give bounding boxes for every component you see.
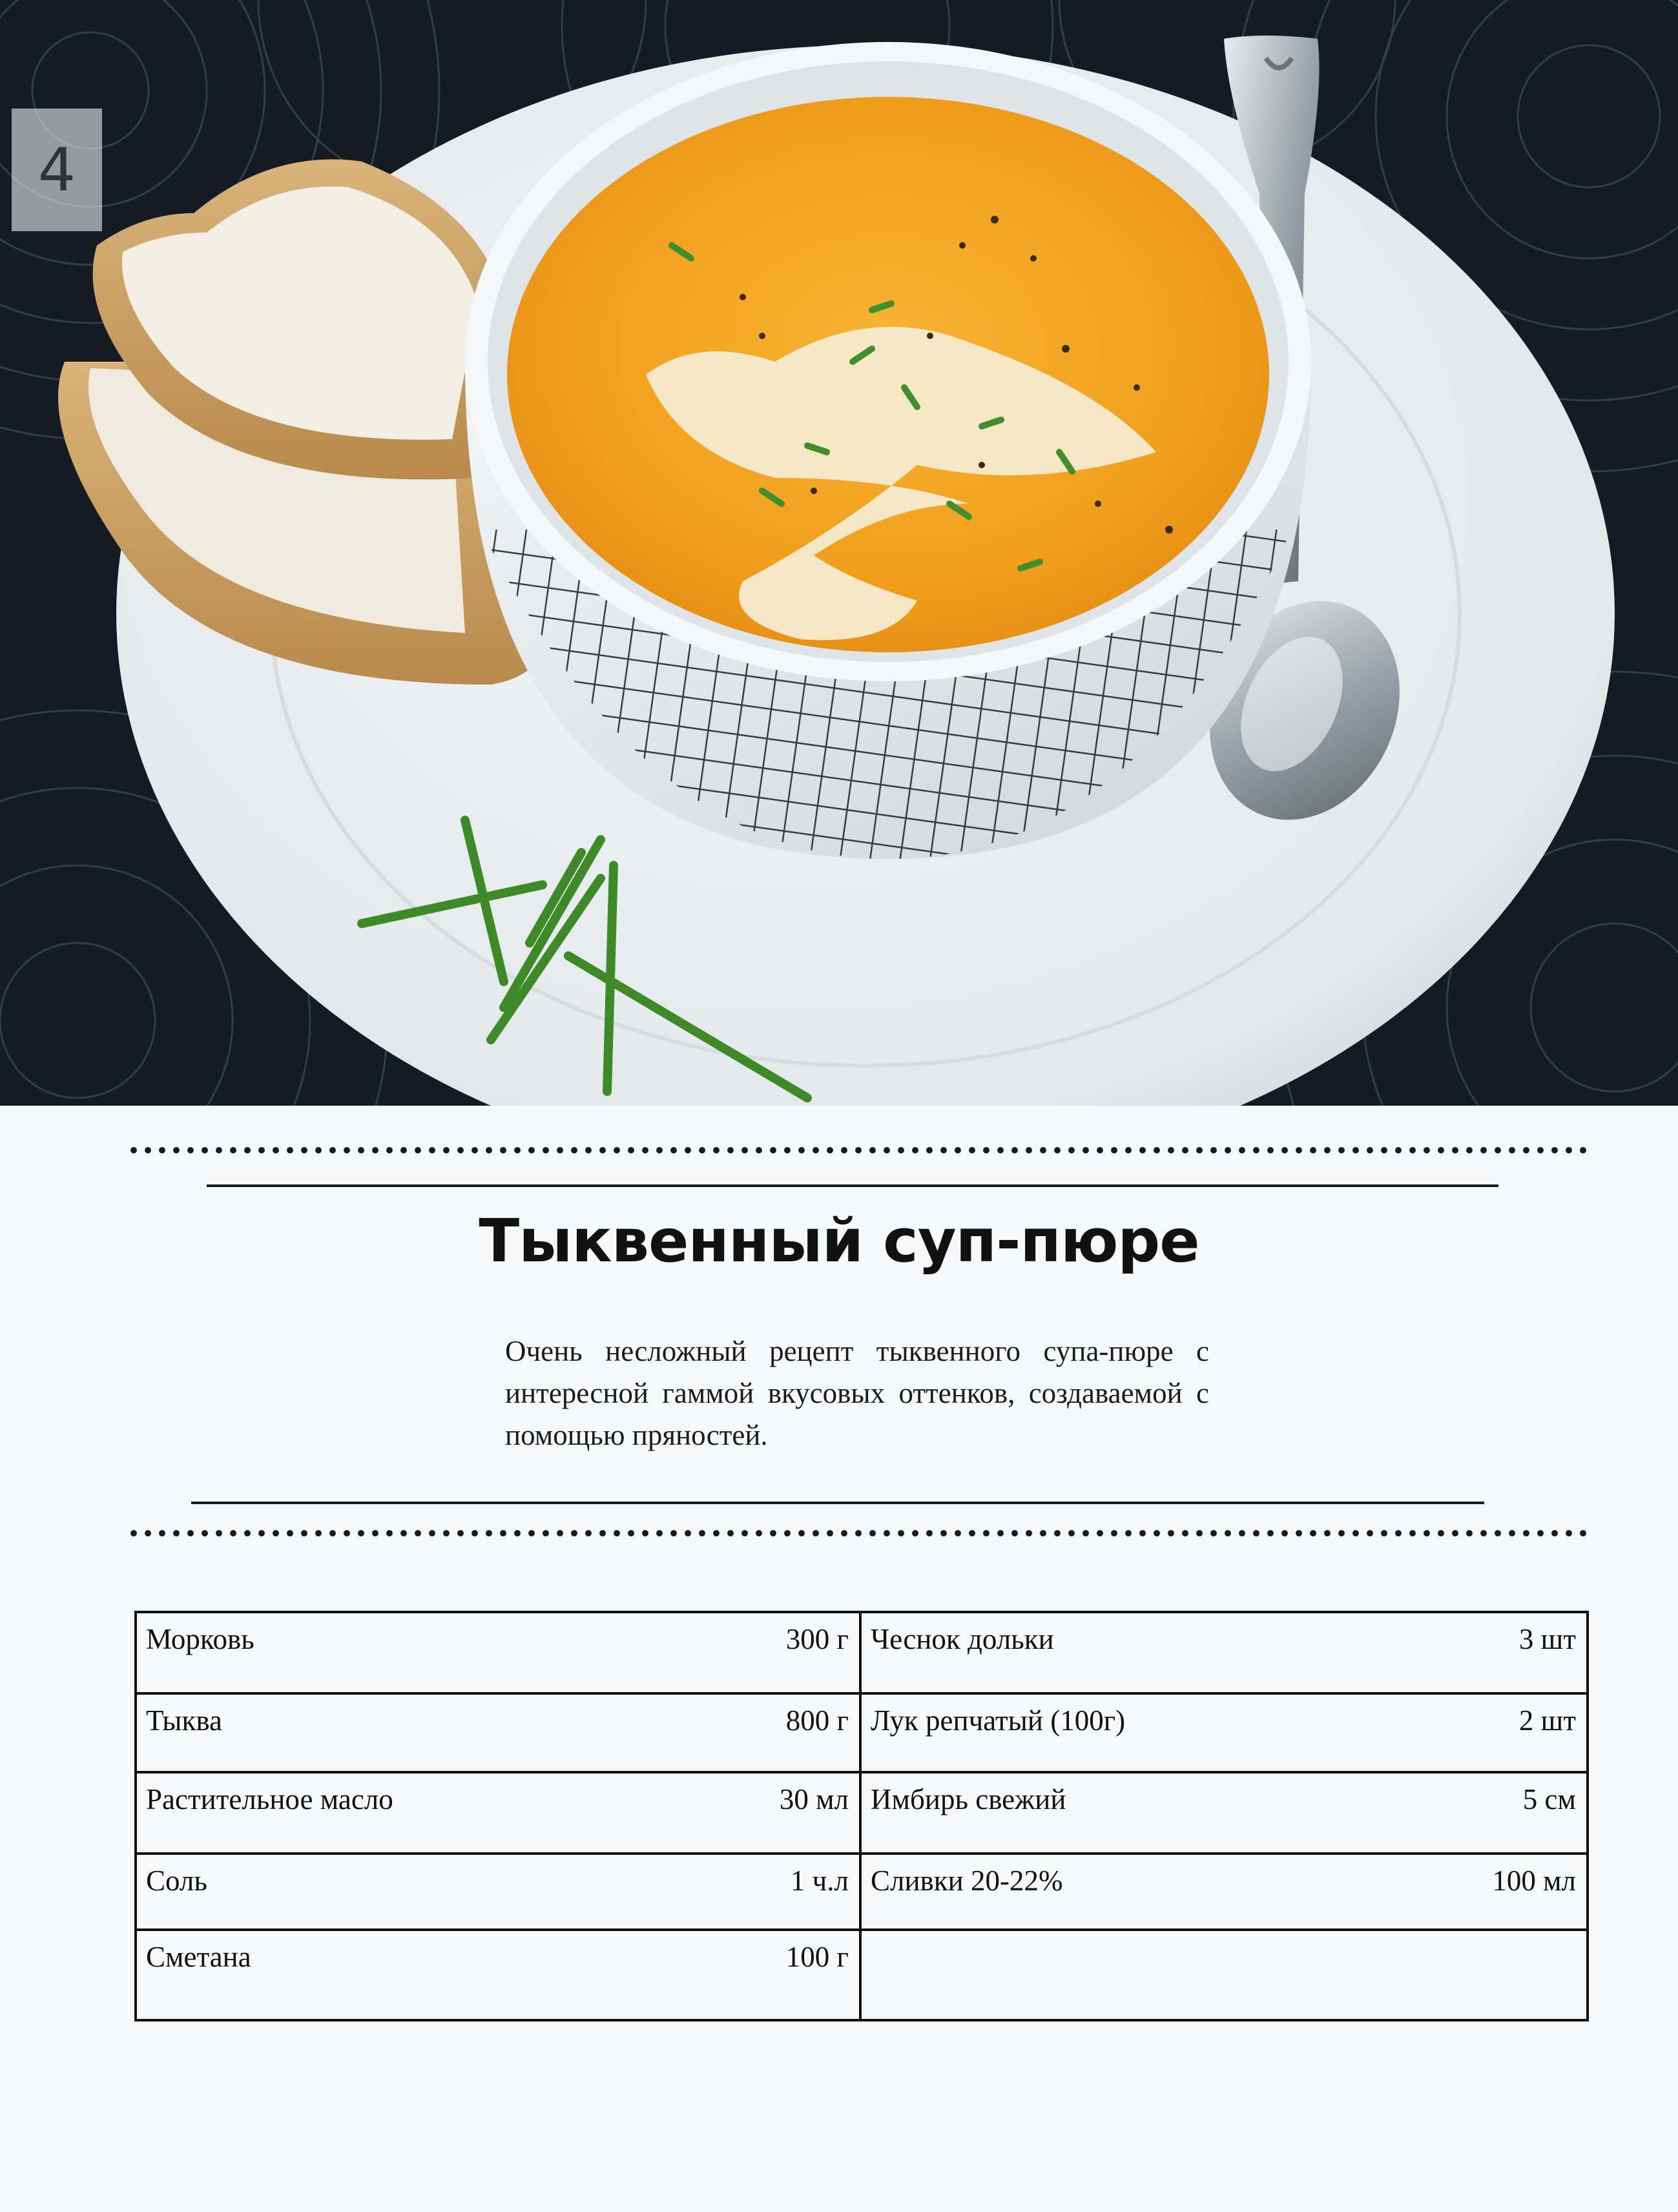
ingredient-amount: 30 мл <box>779 1783 849 1815</box>
ingredient-cell <box>137 1613 862 1695</box>
rule-bottom <box>191 1502 1484 1504</box>
ingredient-name: Чеснок дольки <box>871 1623 1054 1655</box>
recipe-title: Тыквенный суп-пюре <box>479 1206 1199 1276</box>
ingredient-name: Соль <box>146 1865 207 1897</box>
ingredient-name: Лук репчатый (100г) <box>871 1704 1126 1737</box>
ingredient-cell <box>137 1855 862 1931</box>
ingredient-amount: 3 шт <box>1518 1623 1576 1655</box>
page-number-badge <box>12 109 102 231</box>
ingredient-name: Сметана <box>146 1941 251 1973</box>
dotted-divider-bottom <box>127 1529 1591 1537</box>
ingredient-cell <box>137 1773 862 1855</box>
ingredient-amount: 5 см <box>1522 1783 1576 1815</box>
ingredient-cell-empty <box>862 1931 1586 2019</box>
ingredient-cell <box>862 1855 1586 1931</box>
page-number: 4 <box>37 135 76 205</box>
ingredient-amount: 1 ч.л <box>790 1865 849 1897</box>
ingredient-amount: 100 мл <box>1492 1865 1576 1897</box>
rule-top <box>207 1184 1498 1187</box>
ingredient-cell <box>862 1695 1586 1773</box>
ingredient-cell <box>862 1613 1586 1695</box>
ingredient-name: Сливки 20-22% <box>871 1865 1063 1897</box>
ingredient-amount: 100 г <box>785 1941 849 1973</box>
dotted-divider-top <box>127 1146 1591 1154</box>
ingredient-cell <box>862 1773 1586 1855</box>
recipe-description: Очень несложный рецепт тыквенного супа-пюре с интересной гаммой вкусовых оттенков, создаваемой с помощью пряностей. <box>505 1335 1209 1451</box>
ingredient-amount: 2 шт <box>1518 1704 1576 1737</box>
ingredient-name: Тыква <box>146 1704 222 1737</box>
ingredient-cell <box>137 1695 862 1773</box>
ingredient-name: Морковь <box>146 1623 254 1655</box>
ingredients-table <box>134 1611 1589 2021</box>
ingredient-amount: 300 г <box>785 1623 849 1655</box>
ingredient-name: Имбирь свежий <box>871 1783 1066 1815</box>
ingredient-cell <box>137 1931 862 2019</box>
ingredient-name: Растительное масло <box>146 1783 393 1815</box>
ingredient-amount: 800 г <box>785 1704 849 1737</box>
